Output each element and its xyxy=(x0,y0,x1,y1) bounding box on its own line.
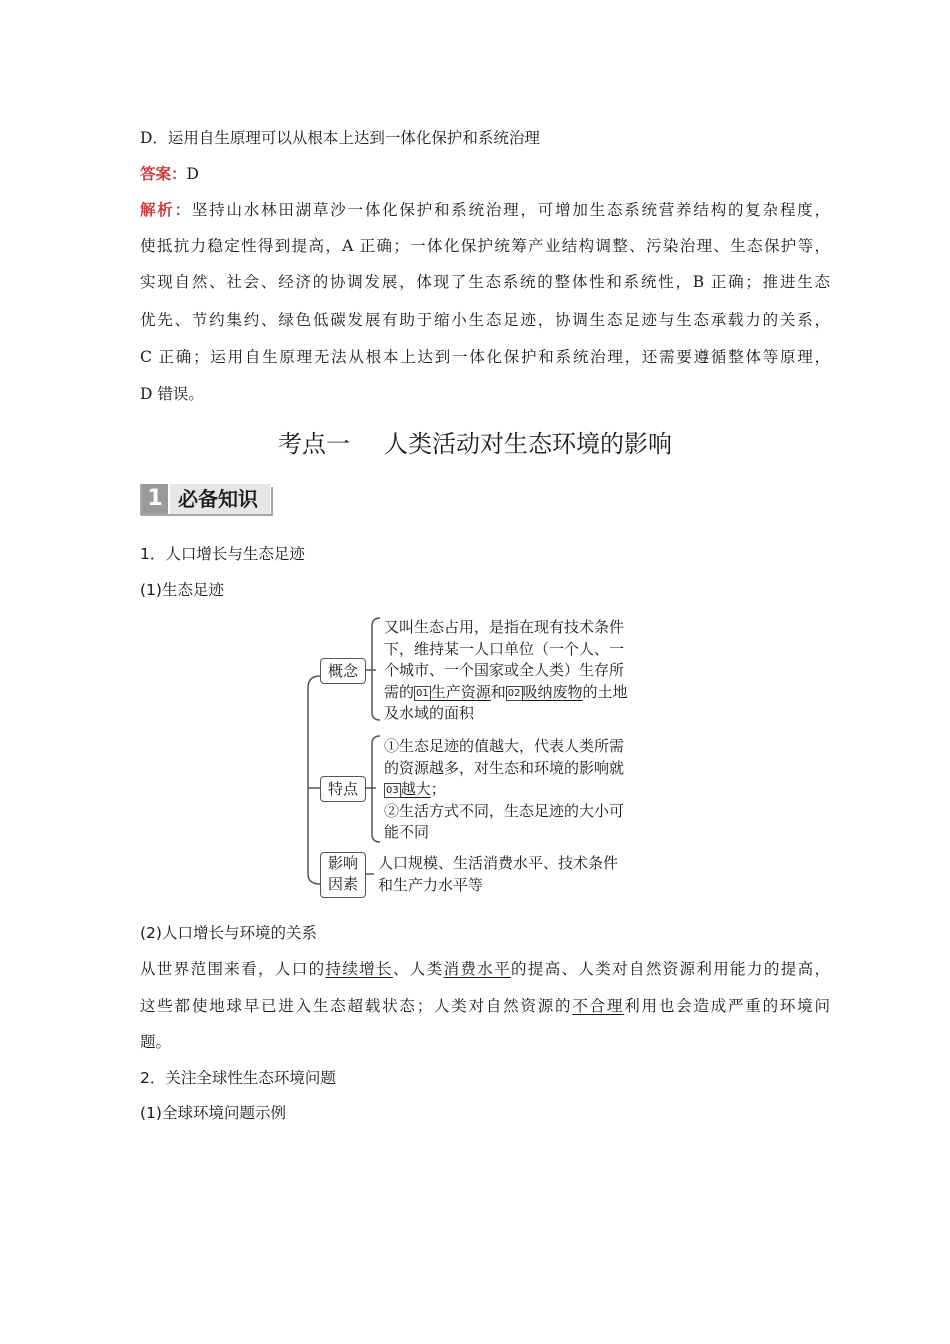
para-line-3: 题。 xyxy=(140,1033,172,1051)
underlined-unreasonable: 不合理 xyxy=(572,997,625,1015)
blank-number-02: 02 xyxy=(507,687,521,699)
knowledge-badge xyxy=(140,483,274,516)
concept-box: 概念 xyxy=(320,658,366,684)
blank-number-03: 03 xyxy=(386,785,399,796)
concept-line-1: 又叫生态占用，是指在现有技术条件 xyxy=(384,618,625,636)
heading-1-2: (2)人口增长与环境的关系 xyxy=(140,924,317,942)
blank-answer-02: 吸纳废物 xyxy=(522,682,583,701)
analysis-line-2: 使抵抗力稳定性得到提高，A 正确；一体化保护统筹产业结构调整、污染治理、生态保护等， xyxy=(140,237,830,255)
analysis-line-1: 解析：坚持山水林田湖草沙一体化保护和系统治理，可增加生态系统营养结构的复杂程度， xyxy=(140,201,830,219)
feature-box: 特点 xyxy=(320,776,366,802)
underlined-continued-growth: 持续增长 xyxy=(325,960,393,978)
option-d: D．运用自生原理可以从根本上达到一体化保护和系统治理 xyxy=(140,129,540,147)
factor-line-2: 和生产力水平等 xyxy=(378,875,484,894)
analysis-line-4: 优先、节约集约、绿色低碳发展有助于缩小生态足迹，协调生态足迹与生态承载力的关系， xyxy=(140,311,830,329)
heading-1-1: (1)生态足迹 xyxy=(140,581,224,599)
heading-1: 1．人口增长与生态足迹 xyxy=(140,545,305,563)
heading-2: 2．关注全球性生态环境问题 xyxy=(140,1069,336,1087)
factor-line-1: 人口规模、生活消费水平、技术条件 xyxy=(378,854,619,872)
feature-line-2: 的资源越多，对生态和环境的影响就 xyxy=(384,758,625,777)
blank-answer-03: 越大 xyxy=(400,780,431,798)
concept-line-2: 下，维持某一人口单位（一个人、一 xyxy=(384,639,625,658)
factor-label-2: 因素 xyxy=(327,875,358,893)
section-title-part1: 考点一 xyxy=(278,430,350,458)
factor-label-1: 影响 xyxy=(327,854,358,872)
answer-line xyxy=(140,164,830,184)
feature-line-1: ①生态足迹的值越大，代表人类所需 xyxy=(384,737,625,755)
feature-line-3: 03 越大； xyxy=(386,780,446,798)
concept-line-3: 个城市、一个国家或全人类）生存所 xyxy=(384,661,625,679)
blank-number-01: 01 xyxy=(416,687,429,699)
badge-label: 必备知识 xyxy=(170,484,270,514)
blank-answer-01: 生产资源 xyxy=(430,682,491,701)
concept-line-5: 及水域的面积 xyxy=(384,704,475,722)
analysis-label: 解析： xyxy=(140,201,192,219)
analysis-line-3: 实现自然、社会、经济的协调发展，体现了生态系统的整体性和系统性，B 正确；推进生态 xyxy=(140,273,830,291)
badge-number: 1 xyxy=(142,484,168,514)
heading-2-1: (1)全球环境问题示例 xyxy=(140,1104,286,1122)
para-line-1: 从世界范围来看，人口的持续增长、人类消费水平的提高、人类对自然资源利用能力的提高， xyxy=(140,960,830,978)
para-line-2: 这些都使地球早已进入生态超载状态；人类对自然资源的不合理利用也会造成严重的环境问 xyxy=(140,997,830,1015)
answer-label: 答案： xyxy=(140,165,187,183)
analysis-line-6: D 错误。 xyxy=(140,385,204,403)
answer-value: D xyxy=(186,165,199,183)
section-title xyxy=(0,428,950,460)
feature-line-5: 能不同 xyxy=(384,823,430,841)
ecological-footprint-diagram xyxy=(300,612,660,902)
feature-line-4: ②生活方式不同，生态足迹的大小可 xyxy=(384,801,625,820)
analysis-line-5: C 正确；运用自生原理无法从根本上达到一体化保护和系统治理，还需要遵循整体等原理， xyxy=(140,348,830,366)
concept-line-4: 需的 01 生产资源和 02 吸纳废物的土地 xyxy=(384,682,628,701)
underlined-consumption-level: 消费水平 xyxy=(443,960,511,978)
section-title-part2: 人类活动对生态环境的影响 xyxy=(384,430,672,458)
factor-box xyxy=(320,852,366,898)
